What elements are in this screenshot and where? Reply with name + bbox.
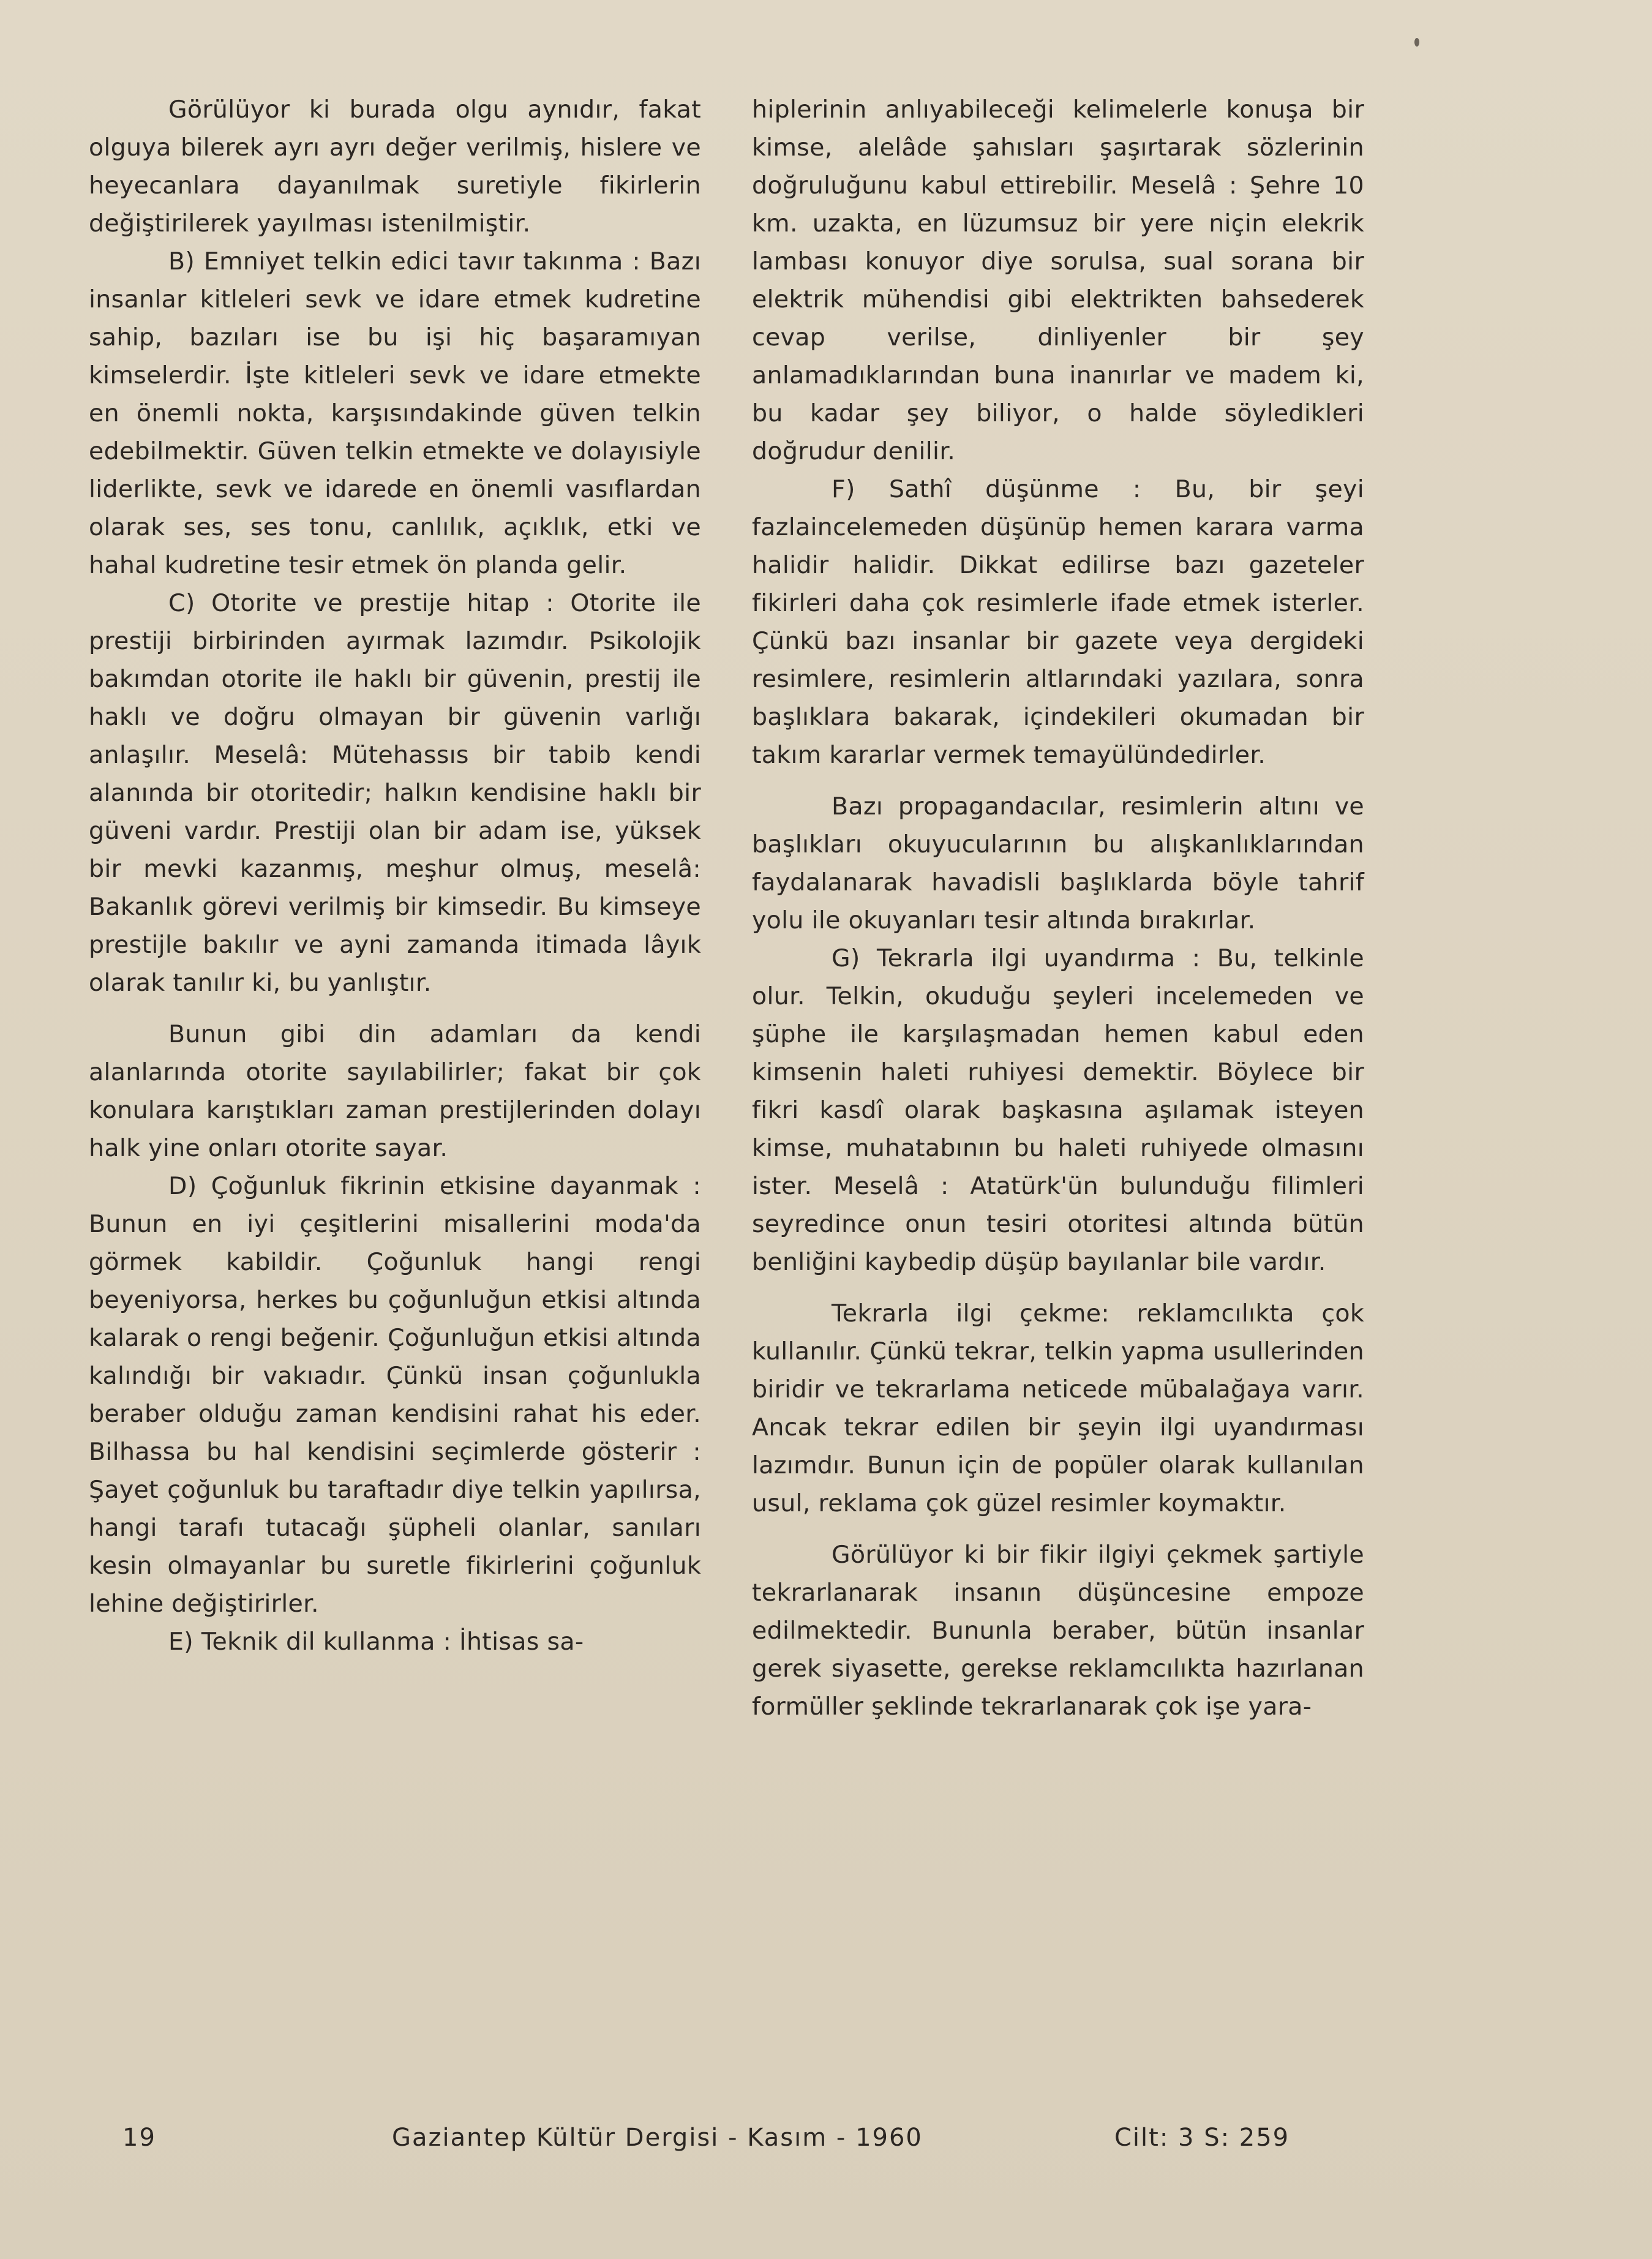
- ink-speck: [1414, 38, 1419, 47]
- paragraph: B) Emniyet telkin edici tavır takınma : Bazı insanlar kitleleri sevk ve idare etmek kudretine sahip, bazıları ise bu işi hiç başaramıyan kimselerdir. İşte kitleleri sevk ve idare etmekte en önemli nokta, karşısındakinde güven telkin edebilmektir. Güven telkin etmekte ve dolayısiyle liderlikte, sevk ve idarede en önemli vasıflardan olarak ses, ses tonu, canlılık, açıklık, etki ve hahal kudretine tesir etmek ön planda gelir.: [89, 247, 701, 579]
- volume-issue: Cilt: 3 S: 259: [1114, 2124, 1290, 2152]
- paragraph: E) Teknik dil kullanma : İhtisas sa-: [168, 1628, 584, 1656]
- left-column: [89, 91, 701, 1661]
- paragraph: C) Otorite ve prestije hitap : Otorite ile prestiji birbirinden ayırmak lazımdır. Psikolojik bakımdan otorite ile haklı bir güvenin, prestij ile haklı ve doğru olmayan bir güvenin varlığı anlaşılır. Meselâ: Mütehassıs bir tabib kendi alanında bir otoritedir; halkın kendisine haklı bir güveni vardır. Prestiji olan bir adam ise, yüksek bir mevki kazanmış, meşhur olmuş, meselâ: Bakanlık görevi verilmiş bir kimsedir. Bu kimseye prestijle bakılır ve ayni zamanda itimada lâyık olarak tanılır ki, bu yanlıştır.: [89, 589, 701, 997]
- paragraph: Görülüyor ki bir fikir ilgiyi çekmek şartiyle tekrarlanarak insanın düşüncesine empoze edilmektedir. Bununla beraber, bütün insanlar gerek siyasette, gerekse reklamcılıkta hazırlanan formüller şeklinde tekrarlanarak çok işe yara-: [752, 1541, 1364, 1721]
- page-number: 19: [122, 2124, 156, 2152]
- paragraph: Bazı propagandacılar, resimlerin altını ve başlıkları okuyucularının bu alışkanlıklarından faydalanarak havadisli başlıklarda böyle tahrif yolu ile okuyanları tesir altında bırakırlar.: [752, 792, 1364, 934]
- paragraph: hiplerinin anlıyabileceği kelimelerle konuşa bir kimse, alelâde şahısları şaşırtarak sözlerinin doğruluğunu kabul ettirebilir. Meselâ : Şehre 10 km. uzakta, en lüzumsuz bir yere niçin elekrik lambası konuyor diye sorulsa, sual sorana bir elektrik mühendisi gibi elektrikten bahsederek cevap verilse, dinliyenler bir şey anlamadıklarından buna inanırlar ve madem ki, bu kadar şey biliyor, o halde söyledikleri doğrudur denilir.: [752, 96, 1364, 465]
- right-column: [752, 91, 1364, 1726]
- paragraph: D) Çoğunluk fikrinin etkisine dayanmak : Bunun en iyi çeşitlerini misallerini moda'da görmek kabildir. Çoğunluk hangi rengi beyeniyorsa, herkes bu çoğunluğun etkisi altında kalarak o rengi beğenir. Çoğunluğun etkisi altında kalındığı bir vakıadır. Çünkü insan çoğunlukla beraber olduğu zaman kendisini rahat his eder. Bilhassa bu hal kendisini seçimlerde gösterir : Şayet çoğunluk bu taraftadır diye telkin yapılırsa, hangi tarafı tutacağı şüpheli olanlar, sanıları kesin olmayanlar bu suretle fikirlerini çoğunluk lehine değiştirirler.: [89, 1172, 701, 1618]
- journal-title: Gaziantep Kültür Dergisi - Kasım - 1960: [392, 2124, 923, 2152]
- paragraph: Tekrarla ilgi çekme: reklamcılıkta çok kullanılır. Çünkü tekrar, telkin yapma usullerinden biridir ve tekrarlama neticede mübalağaya varır. Ancak tekrar edilen bir şeyin ilgi uyandırması lazımdır. Bunun için de popüler olarak kullanılan usul, reklama çok güzel resimler koymaktır.: [752, 1299, 1364, 1517]
- paragraph: Bunun gibi din adamları da kendi alanlarında otorite sayılabilirler; fakat bir çok konulara karıştıkları zaman prestijlerinden dolayı halk yine onları otorite sayar.: [89, 1020, 701, 1162]
- page-footer: [0, 2124, 1652, 2160]
- paragraph: G) Tekrarla ilgi uyandırma : Bu, telkinle olur. Telkin, okuduğu şeyleri incelemeden ve şüphe ile karşılaşmadan hemen kabul eden kimsenin haleti ruhiyesi demektir. Böylece bir fikri kasdî olarak başkasına aşılamak isteyen kimse, muhatabının bu haleti ruhiyede olmasını ister. Meselâ : Atatürk'ün bulunduğu filimleri seyredince onun tesiri otoritesi altında bütün benliğini kaybedip düşüp bayılanlar bile vardır.: [752, 944, 1364, 1276]
- paragraph: F) Sathî düşünme : Bu, bir şeyi fazlaincelemeden düşünüp hemen karara varma halidir halidir. Dikkat edilirse bazı gazeteler fikirleri daha çok resimlerle ifade etmek isterler. Çünkü bazı insanlar bir gazete veya dergideki resimlere, resimlerin altlarındaki yazılara, sonra başlıklara bakarak, içindekileri okumadan bir takım kararlar vermek temayülündedirler.: [752, 475, 1364, 769]
- paragraph: Görülüyor ki burada olgu aynıdır, fakat olguya bilerek ayrı ayrı değer verilmiş, hislere ve heyecanlara dayanılmak suretiyle fikirlerin değiştirilerek yayılması istenilmiştir.: [89, 96, 701, 238]
